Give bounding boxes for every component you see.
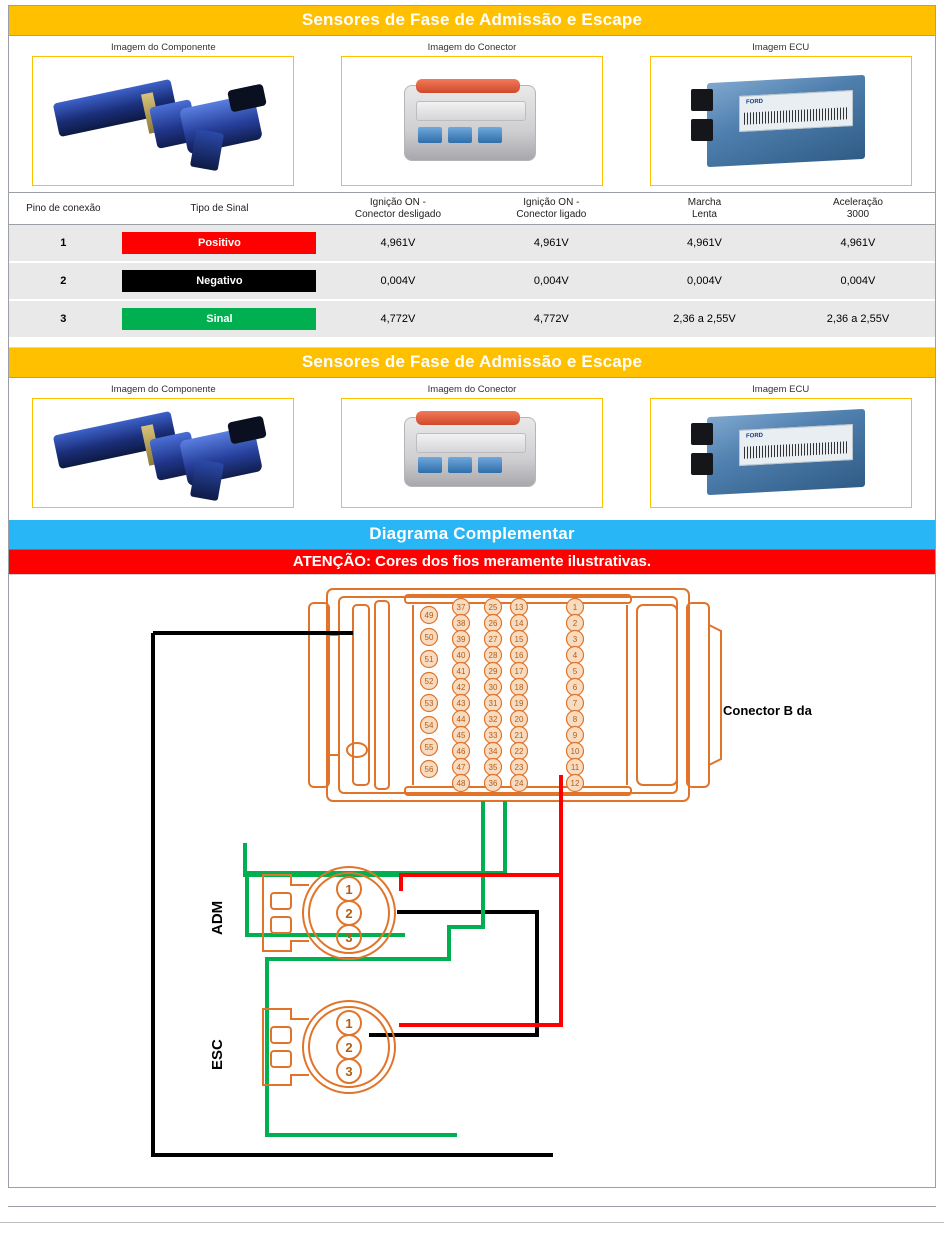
caption-connector-2: Imagem do Conector xyxy=(427,384,517,395)
component-photo-frame xyxy=(32,56,294,186)
sheet-bottom-edge xyxy=(8,1206,936,1213)
ecu-photo: FORD xyxy=(651,57,911,185)
diagram-title: Diagrama Complementar xyxy=(9,520,935,550)
svg-text:9: 9 xyxy=(572,731,578,740)
connector-photo-frame-2 xyxy=(341,398,603,508)
svg-text:2: 2 xyxy=(345,906,353,921)
svg-text:52: 52 xyxy=(424,677,434,686)
table-row xyxy=(9,262,935,300)
cell-ign-on-disconnected: 4,961V xyxy=(321,225,474,263)
svg-text:41: 41 xyxy=(456,667,466,676)
col-header-ign-on-connected: Ignição ON - Conector ligado xyxy=(475,193,628,225)
section-spacer xyxy=(9,339,935,348)
signal-chip: Negativo xyxy=(122,270,316,292)
svg-text:23: 23 xyxy=(514,763,524,772)
cell-ign-on-disconnected: 0,004V xyxy=(321,262,474,300)
svg-text:7: 7 xyxy=(572,699,578,708)
sensor-label-esc: ESC xyxy=(209,1039,226,1070)
image-cell-connector xyxy=(318,40,627,186)
table-row xyxy=(9,300,935,338)
svg-text:17: 17 xyxy=(514,667,524,676)
cell-signal-type xyxy=(118,300,322,338)
image-cell-connector-2 xyxy=(318,382,627,508)
svg-text:30: 30 xyxy=(488,683,498,692)
images-row-1 xyxy=(9,36,935,192)
cell-ign-on-connected: 4,961V xyxy=(475,225,628,263)
svg-text:45: 45 xyxy=(456,731,466,740)
ecu-photo-frame xyxy=(650,56,912,186)
caption-component: Imagem do Componente xyxy=(111,42,216,53)
section-title-1: Sensores de Fase de Admissão e Escape xyxy=(9,6,935,36)
col-header-idle: Marcha Lenta xyxy=(628,193,781,225)
ecu-photo-frame-2 xyxy=(650,398,912,508)
svg-text:14: 14 xyxy=(514,619,524,628)
svg-text:3: 3 xyxy=(345,930,353,945)
component-photo-frame-2 xyxy=(32,398,294,508)
svg-text:40: 40 xyxy=(456,651,466,660)
svg-text:35: 35 xyxy=(488,763,498,772)
svg-text:27: 27 xyxy=(488,635,498,644)
svg-text:3: 3 xyxy=(572,635,578,644)
col-header-pin: Pino de conexão xyxy=(9,193,118,225)
cell-signal-type xyxy=(118,262,322,300)
svg-text:1: 1 xyxy=(572,603,578,612)
wire-black-branch xyxy=(369,912,537,1035)
svg-text:36: 36 xyxy=(488,779,498,788)
signal-chip: Positivo xyxy=(122,232,316,254)
sensor-connector-esc xyxy=(263,1001,395,1093)
svg-text:2: 2 xyxy=(572,619,578,628)
svg-text:8: 8 xyxy=(572,715,578,724)
svg-text:6: 6 xyxy=(572,683,578,692)
sensor-label-adm: ADM xyxy=(209,900,226,935)
svg-text:1: 1 xyxy=(345,1016,353,1031)
cell-ign-on-connected: 0,004V xyxy=(475,262,628,300)
caption-connector: Imagem do Conector xyxy=(427,42,517,53)
svg-text:22: 22 xyxy=(514,747,524,756)
table-header-row xyxy=(9,193,935,225)
cell-idle: 0,004V xyxy=(628,262,781,300)
col-header-signal-type: Tipo de Sinal xyxy=(118,193,322,225)
svg-text:10: 10 xyxy=(570,747,580,756)
image-cell-component-2 xyxy=(9,382,318,508)
svg-text:18: 18 xyxy=(514,683,524,692)
svg-text:20: 20 xyxy=(514,715,524,724)
ecu-photo-2: FORD xyxy=(651,399,911,507)
svg-text:12: 12 xyxy=(570,779,580,788)
svg-text:2: 2 xyxy=(345,1040,353,1055)
image-cell-component xyxy=(9,40,318,186)
svg-text:49: 49 xyxy=(424,611,434,620)
svg-text:24: 24 xyxy=(514,779,524,788)
svg-text:5: 5 xyxy=(572,667,578,676)
svg-text:33: 33 xyxy=(488,731,498,740)
svg-text:26: 26 xyxy=(488,619,498,628)
wiring-diagram-svg xyxy=(9,575,935,1187)
images-row-2 xyxy=(9,378,935,514)
svg-text:1: 1 xyxy=(345,882,353,897)
svg-text:47: 47 xyxy=(456,763,466,772)
cell-signal-type xyxy=(118,225,322,263)
svg-text:25: 25 xyxy=(488,603,498,612)
section-title-2: Sensores de Fase de Admissão e Escape xyxy=(9,348,935,378)
signal-chip: Sinal xyxy=(122,308,316,330)
cell-pin: 3 xyxy=(9,300,118,338)
svg-text:11: 11 xyxy=(570,763,580,772)
svg-text:54: 54 xyxy=(424,721,434,730)
svg-text:15: 15 xyxy=(514,635,524,644)
svg-text:31: 31 xyxy=(488,699,498,708)
svg-text:4: 4 xyxy=(572,651,578,660)
svg-text:43: 43 xyxy=(456,699,466,708)
svg-text:38: 38 xyxy=(456,619,466,628)
cell-ign-on-disconnected: 4,772V xyxy=(321,300,474,338)
warning-banner: ATENÇÃO: Cores dos fios meramente ilustrativas. xyxy=(9,550,935,574)
cell-accel: 0,004V xyxy=(781,262,935,300)
cell-idle: 4,961V xyxy=(628,225,781,263)
svg-text:28: 28 xyxy=(488,651,498,660)
svg-text:55: 55 xyxy=(424,743,434,752)
sensor-connector-adm xyxy=(263,867,395,959)
cell-accel: 2,36 a 2,55V xyxy=(781,300,935,338)
connector-photo-frame xyxy=(341,56,603,186)
svg-text:16: 16 xyxy=(514,651,524,660)
caption-ecu: Imagem ECU xyxy=(752,42,810,53)
svg-text:37: 37 xyxy=(456,603,466,612)
svg-text:46: 46 xyxy=(456,747,466,756)
ecu-connector-label: Conector B da xyxy=(723,703,812,718)
svg-text:21: 21 xyxy=(514,731,524,740)
svg-text:53: 53 xyxy=(424,699,434,708)
pin-values-table xyxy=(9,192,935,339)
svg-text:39: 39 xyxy=(456,635,466,644)
svg-text:29: 29 xyxy=(488,667,498,676)
connector-photo xyxy=(342,57,602,185)
wiring-diagram xyxy=(9,574,935,1187)
col-header-accel: Aceleração 3000 xyxy=(781,193,935,225)
connector-photo-2 xyxy=(342,399,602,507)
camshaft-sensor-photo xyxy=(33,57,293,185)
cell-pin: 1 xyxy=(9,225,118,263)
svg-text:48: 48 xyxy=(456,779,466,788)
svg-text:42: 42 xyxy=(456,683,466,692)
svg-text:13: 13 xyxy=(514,603,524,612)
svg-text:34: 34 xyxy=(488,747,498,756)
caption-component-2: Imagem do Componente xyxy=(111,384,216,395)
image-cell-ecu xyxy=(626,40,935,186)
svg-text:32: 32 xyxy=(488,715,498,724)
cell-idle: 2,36 a 2,55V xyxy=(628,300,781,338)
cell-ign-on-connected: 4,772V xyxy=(475,300,628,338)
image-cell-ecu-2 xyxy=(626,382,935,508)
svg-text:3: 3 xyxy=(345,1064,353,1079)
ecu-pin-grid xyxy=(421,599,584,792)
camshaft-sensor-photo-2 xyxy=(33,399,293,507)
datasheet-panel xyxy=(8,5,936,1188)
page-footer xyxy=(0,1222,944,1236)
svg-text:56: 56 xyxy=(424,765,434,774)
svg-text:50: 50 xyxy=(424,633,434,642)
cell-accel: 4,961V xyxy=(781,225,935,263)
svg-text:44: 44 xyxy=(456,715,466,724)
caption-ecu-2: Imagem ECU xyxy=(752,384,810,395)
col-header-ign-on-disconnected: Ignição ON - Conector desligado xyxy=(321,193,474,225)
svg-text:51: 51 xyxy=(424,655,434,664)
svg-text:19: 19 xyxy=(514,699,524,708)
table-row xyxy=(9,225,935,263)
cell-pin: 2 xyxy=(9,262,118,300)
